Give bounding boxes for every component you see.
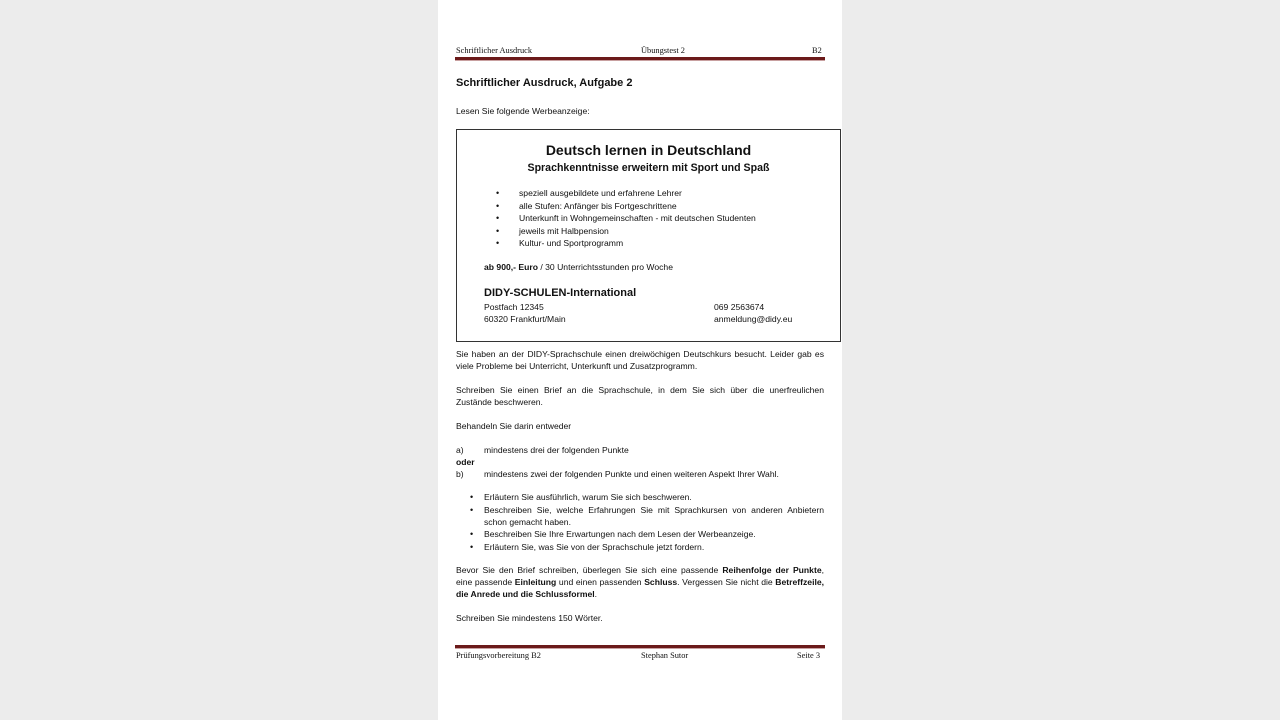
- footer-left: Prüfungsvorbereitung B2: [456, 651, 541, 660]
- ad-subtitle: Sprachkenntnisse erweitern mit Sport und Spaß: [527, 162, 770, 174]
- header-rule: [455, 57, 825, 61]
- body-paragraph-5: Schreiben Sie mindestens 150 Wörter.: [456, 613, 603, 623]
- bullet-icon: •: [470, 542, 474, 552]
- bullet-icon: •: [470, 529, 474, 539]
- body-paragraph-3: Behandeln Sie darin entweder: [456, 421, 572, 431]
- list-item: Erläutern Sie ausführlich, warum Sie sich beschweren.: [484, 492, 692, 502]
- body-paragraph-1-line: viele Probleme bei Unterricht, Unterkunft und Zusatzprogramm.: [456, 361, 698, 371]
- body-paragraph-4-line: eine passende Einleitung und einen passenden Schluss. Vergessen Sie nicht die Betreffzeile,: [456, 577, 825, 587]
- bullet-icon: •: [470, 492, 474, 502]
- option-a-text: mindestens drei der folgenden Punkte: [484, 445, 629, 455]
- list-item: Beschreiben Sie, welche Erfahrungen Sie mit Sprachkursen von anderen Anbietern: [484, 505, 824, 515]
- body-paragraph-4-line: die Anrede und die Schlussformel.: [456, 589, 598, 599]
- bullet-icon: •: [496, 226, 500, 236]
- header-center: Übungstest 2: [641, 46, 685, 55]
- ad-school-name: DIDY-SCHULEN-International: [484, 287, 637, 299]
- option-b-label: b): [456, 469, 464, 479]
- option-a-label: a): [456, 445, 464, 455]
- list-item: alle Stufen: Anfänger bis Fortgeschrittene: [519, 201, 677, 211]
- bullet-icon: •: [496, 188, 500, 198]
- bullet-icon: •: [496, 238, 500, 248]
- ad-email: anmeldung@didy.eu: [714, 314, 793, 324]
- ad-phone: 069 2563674: [714, 302, 765, 312]
- footer-right: Seite 3: [797, 651, 821, 660]
- list-item: Erläutern Sie, was Sie von der Sprachschule jetzt fordern.: [484, 542, 705, 552]
- page-title: Schriftlicher Ausdruck, Aufgabe 2: [456, 77, 633, 89]
- list-item-continued: schon gemacht haben.: [484, 517, 571, 527]
- body-paragraph-2-line: Schreiben Sie einen Brief an die Sprachschule, in dem Sie sich über die unerfreulichen: [456, 385, 824, 395]
- list-item: jeweils mit Halbpension: [519, 226, 609, 236]
- body-paragraph-2-line: Zustände beschweren.: [456, 397, 543, 407]
- bullet-icon: •: [496, 201, 500, 211]
- ad-address-1: Postfach 12345: [484, 302, 544, 312]
- list-item: Beschreiben Sie Ihre Erwartungen nach dem Lesen der Werbeanzeige.: [484, 529, 756, 539]
- oder-label: oder: [456, 457, 475, 467]
- option-b-text: mindestens zwei der folgenden Punkte und einen weiteren Aspekt Ihrer Wahl.: [484, 469, 779, 479]
- list-item: speziell ausgebildete und erfahrene Lehrer: [519, 188, 682, 198]
- bullet-icon: •: [470, 505, 474, 515]
- intro-text: Lesen Sie folgende Werbeanzeige:: [456, 106, 590, 116]
- list-item: Kultur- und Sportprogramm: [519, 238, 624, 248]
- body-paragraph-4-line: Bevor Sie den Brief schreiben, überlegen Sie sich eine passende Reihenfolge der Punkte,: [456, 565, 824, 575]
- header-right: B2: [812, 46, 822, 55]
- footer-center: Stephan Sutor: [641, 651, 689, 660]
- ad-price: ab 900,- Euro / 30 Unterrichtsstunden pro Woche: [484, 262, 673, 272]
- list-item: Unterkunft in Wohngemeinschaften - mit deutschen Studenten: [519, 213, 756, 223]
- header-left: Schriftlicher Ausdruck: [456, 46, 533, 55]
- bullet-icon: •: [496, 213, 500, 223]
- body-paragraph-1-line: Sie haben an der DIDY-Sprachschule einen dreiwöchigen Deutschkurs besucht. Leider gab es: [456, 349, 824, 359]
- ad-title: Deutsch lernen in Deutschland: [545, 142, 752, 158]
- footer-rule: [455, 645, 825, 649]
- ad-address-2: 60320 Frankfurt/Main: [484, 314, 566, 324]
